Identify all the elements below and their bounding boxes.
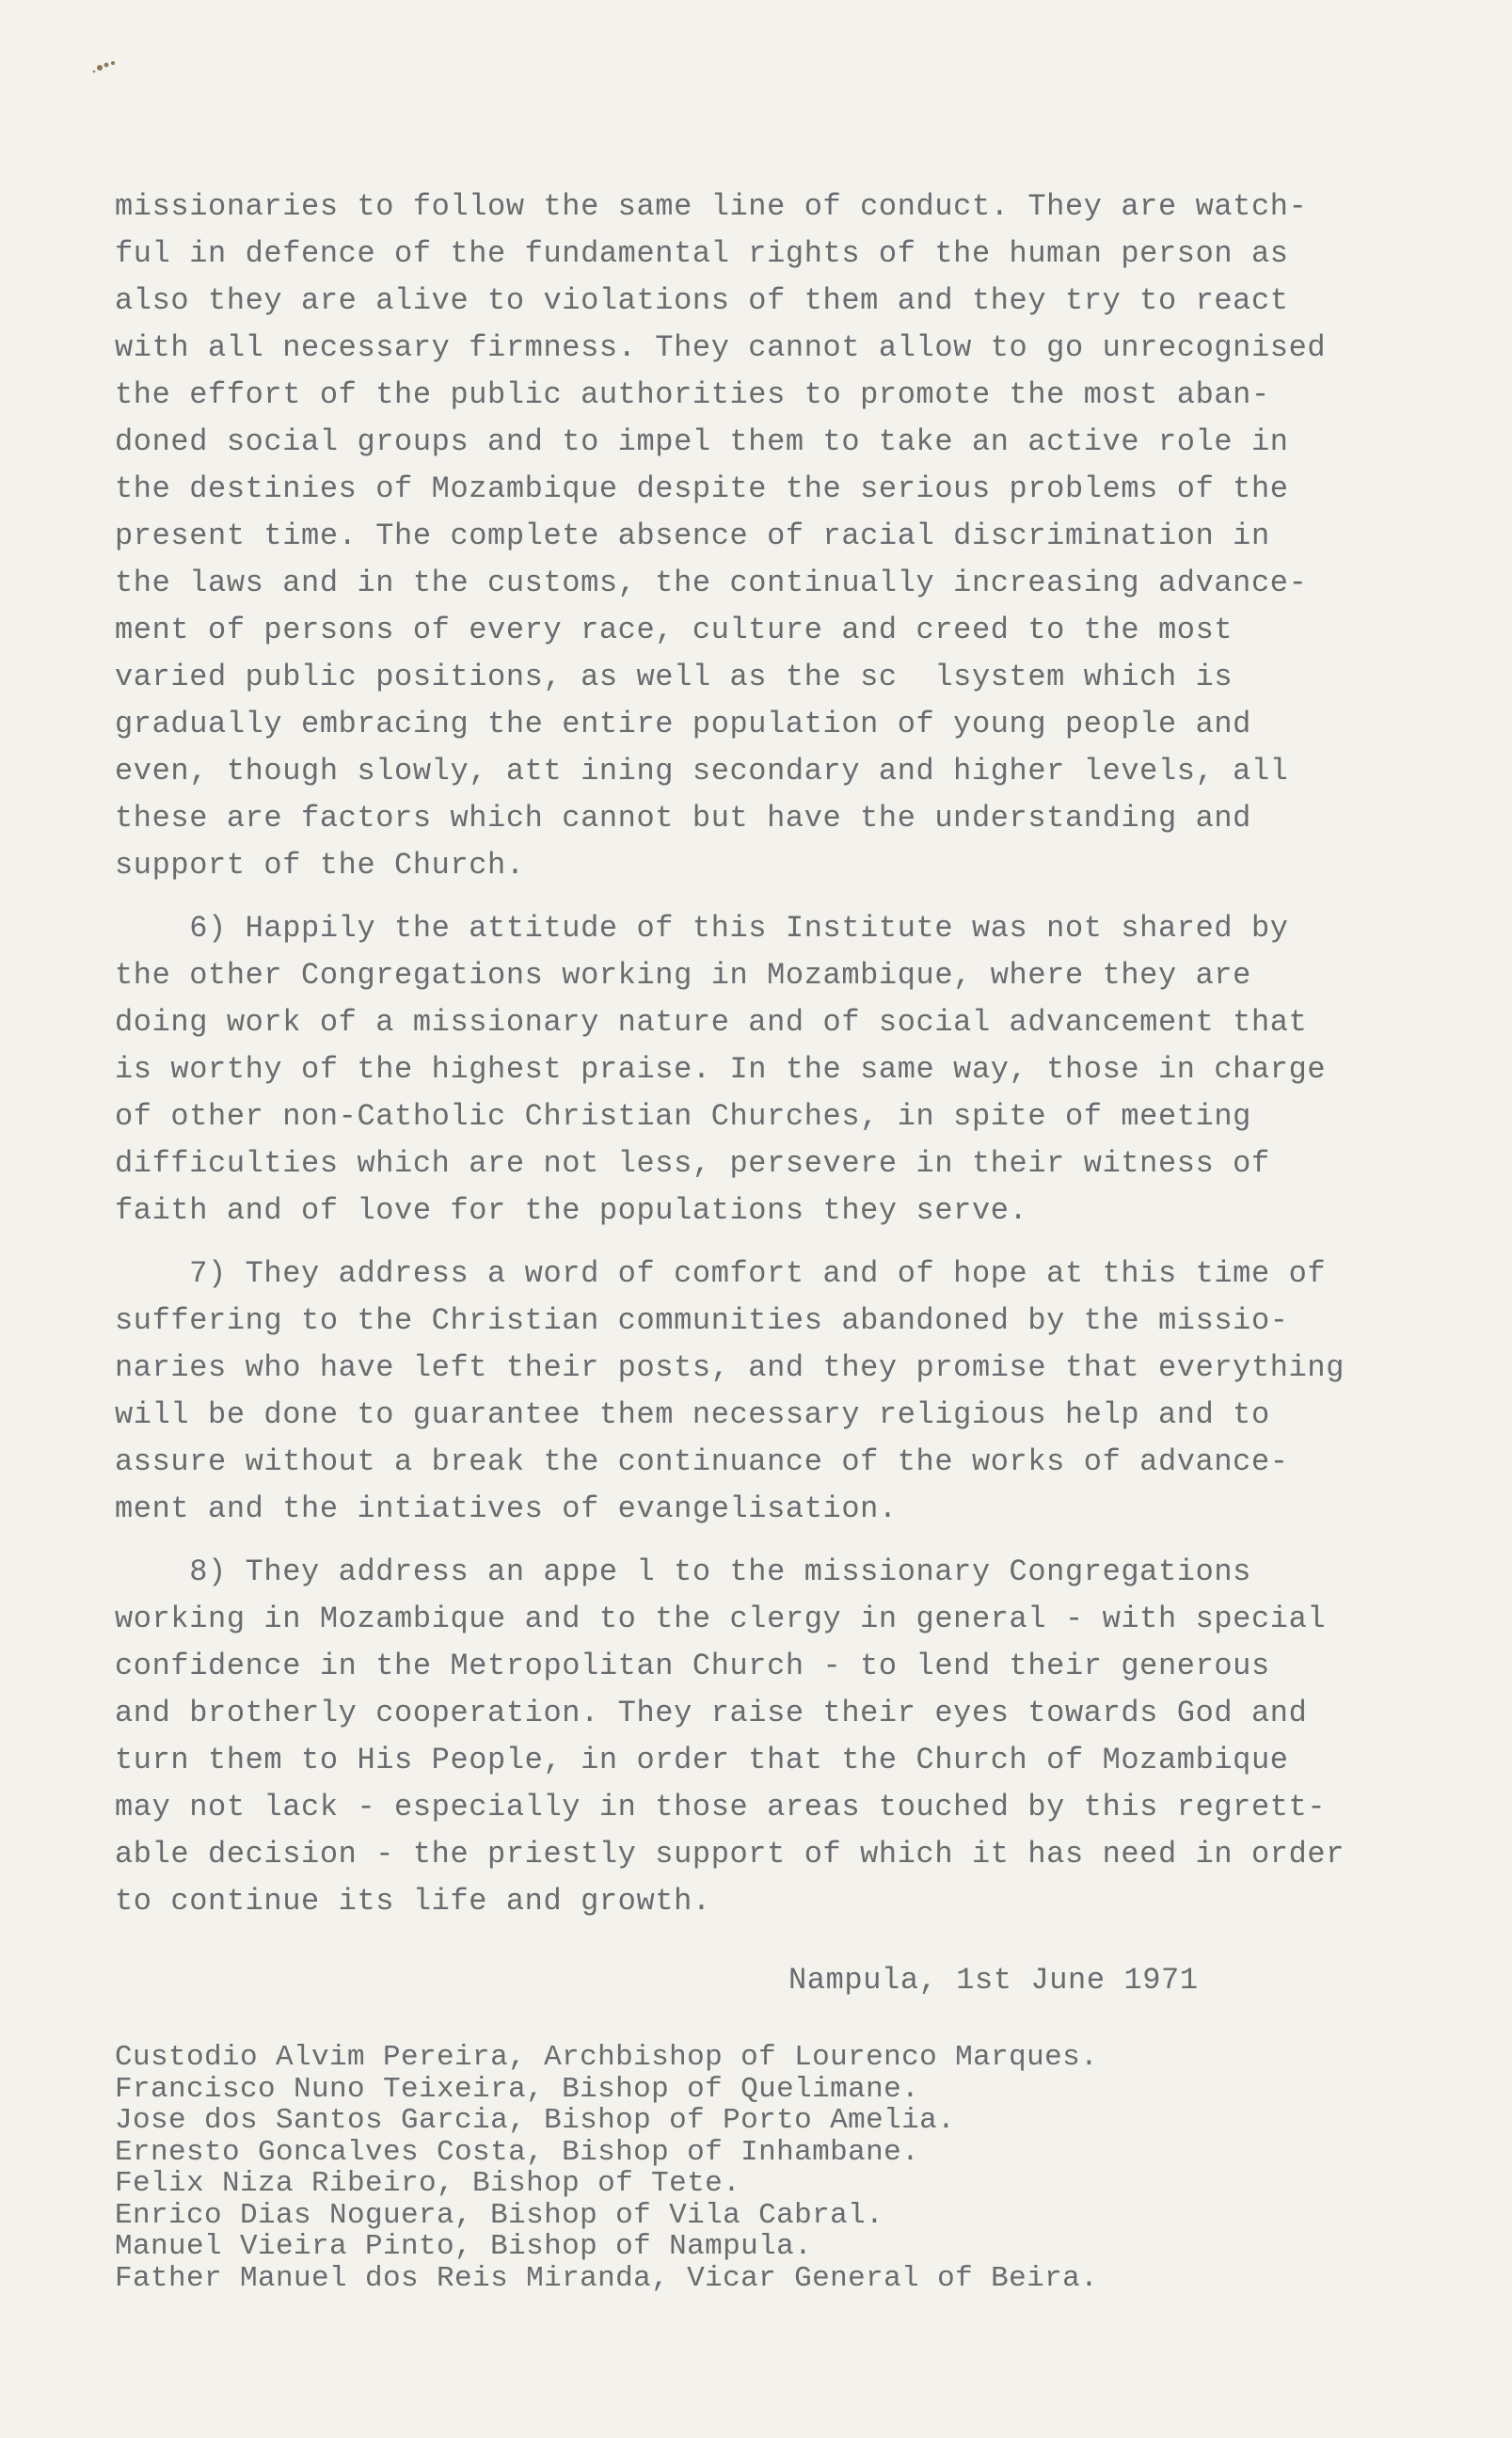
text-line: difficulties which are not less, persevere in their witness of bbox=[115, 1146, 1270, 1181]
text-line: and brotherly cooperation. They raise their eyes towards God and bbox=[115, 1696, 1308, 1730]
text-line: gradually embracing the entire population of young people and bbox=[115, 707, 1251, 741]
text-line: varied public positions, as well as the sc lsystem which is bbox=[115, 660, 1233, 694]
text-line: also they are alive to violations of them and they try to react bbox=[115, 283, 1289, 318]
text-line: the other Congregations working in Mozambique, where they are bbox=[115, 958, 1251, 993]
signatory: Ernesto Goncalves Costa, Bishop of Inhambane. bbox=[115, 2135, 920, 2169]
text-line: suffering to the Christian communities abandoned by the missio- bbox=[115, 1303, 1289, 1338]
signatories-list bbox=[115, 2042, 1098, 2294]
text-line: is worthy of the highest praise. In the same way, those in charge bbox=[115, 1052, 1327, 1087]
date-line: Nampula, 1st June 1971 bbox=[788, 1963, 1199, 1998]
text-line: doned social groups and to impel them to take an active role in bbox=[115, 424, 1289, 459]
text-line: doing work of a missionary nature and of social advancement that bbox=[115, 1005, 1308, 1040]
text-line: will be done to guarantee them necessary religious help and to bbox=[115, 1397, 1270, 1432]
signatory: Jose dos Santos Garcia, Bishop of Porto Amelia. bbox=[115, 2104, 956, 2137]
text-line: of other non-Catholic Christian Churches, in spite of meeting bbox=[115, 1099, 1251, 1134]
signatory: Father Manuel dos Reis Miranda, Vicar General of Beira. bbox=[115, 2261, 1099, 2295]
text-line: 6) Happily the attitude of this Institute was not shared by bbox=[115, 911, 1289, 946]
paragraph-8 bbox=[115, 1549, 1394, 1925]
text-line: confidence in the Metropolitan Church - to lend their generous bbox=[115, 1649, 1270, 1683]
text-line: ment and the intiatives of evangelisation. bbox=[115, 1491, 898, 1526]
text-line: naries who have left their posts, and they promise that everything bbox=[115, 1350, 1345, 1385]
paragraph-7 bbox=[115, 1251, 1394, 1533]
text-line: 7) They address a word of comfort and of hope at this time of bbox=[115, 1256, 1327, 1291]
signatory: Custodio Alvim Pereira, Archbishop of Lourenco Marques. bbox=[115, 2041, 1099, 2074]
text-line: present time. The complete absence of racial discrimination in bbox=[115, 518, 1270, 553]
paragraph bbox=[115, 183, 1394, 889]
text-line: 8) They address an appe l to the missionary Congregations bbox=[115, 1554, 1251, 1589]
text-line: turn them to His People, in order that the Church of Mozambique bbox=[115, 1743, 1289, 1777]
text-line: working in Mozambique and to the clergy in general - with special bbox=[115, 1601, 1327, 1636]
text-line: the effort of the public authorities to promote the most aban- bbox=[115, 377, 1270, 412]
text-line: the laws and in the customs, the continually increasing advance- bbox=[115, 566, 1308, 600]
text-line: able decision - the priestly support of which it has need in order bbox=[115, 1837, 1345, 1872]
text-line: may not lack - especially in those areas touched by this regrett- bbox=[115, 1790, 1327, 1825]
paragraph-6 bbox=[115, 905, 1394, 1235]
text-line: assure without a break the continuance of the works of advance- bbox=[115, 1444, 1289, 1479]
signatory: Francisco Nuno Teixeira, Bishop of Quelimane. bbox=[115, 2072, 920, 2106]
text-line: ment of persons of every race, culture and creed to the most bbox=[115, 613, 1233, 647]
text-line: the destinies of Mozambique despite the serious problems of the bbox=[115, 471, 1289, 506]
text-line: with all necessary firmness. They cannot allow to go unrecognised bbox=[115, 330, 1327, 365]
text-line: support of the Church. bbox=[115, 848, 525, 883]
signatory: Felix Niza Ribeiro, Bishop of Tete. bbox=[115, 2167, 741, 2200]
signatory: Enrico Dias Noguera, Bishop of Vila Cabral. bbox=[115, 2198, 884, 2232]
text-line: faith and of love for the populations they serve. bbox=[115, 1193, 1028, 1228]
text-line: missionaries to follow the same line of conduct. They are watch- bbox=[115, 189, 1308, 224]
ink-speck-marks bbox=[66, 47, 141, 94]
text-line: even, though slowly, att ining secondary and higher levels, all bbox=[115, 754, 1289, 789]
signatory: Manuel Vieira Pinto, Bishop of Nampula. bbox=[115, 2230, 813, 2263]
text-line: these are factors which cannot but have the understanding and bbox=[115, 801, 1251, 836]
text-line: to continue its life and growth. bbox=[115, 1884, 711, 1919]
letter-body bbox=[115, 183, 1394, 1941]
text-line: ful in defence of the fundamental rights of the human person as bbox=[115, 236, 1289, 271]
